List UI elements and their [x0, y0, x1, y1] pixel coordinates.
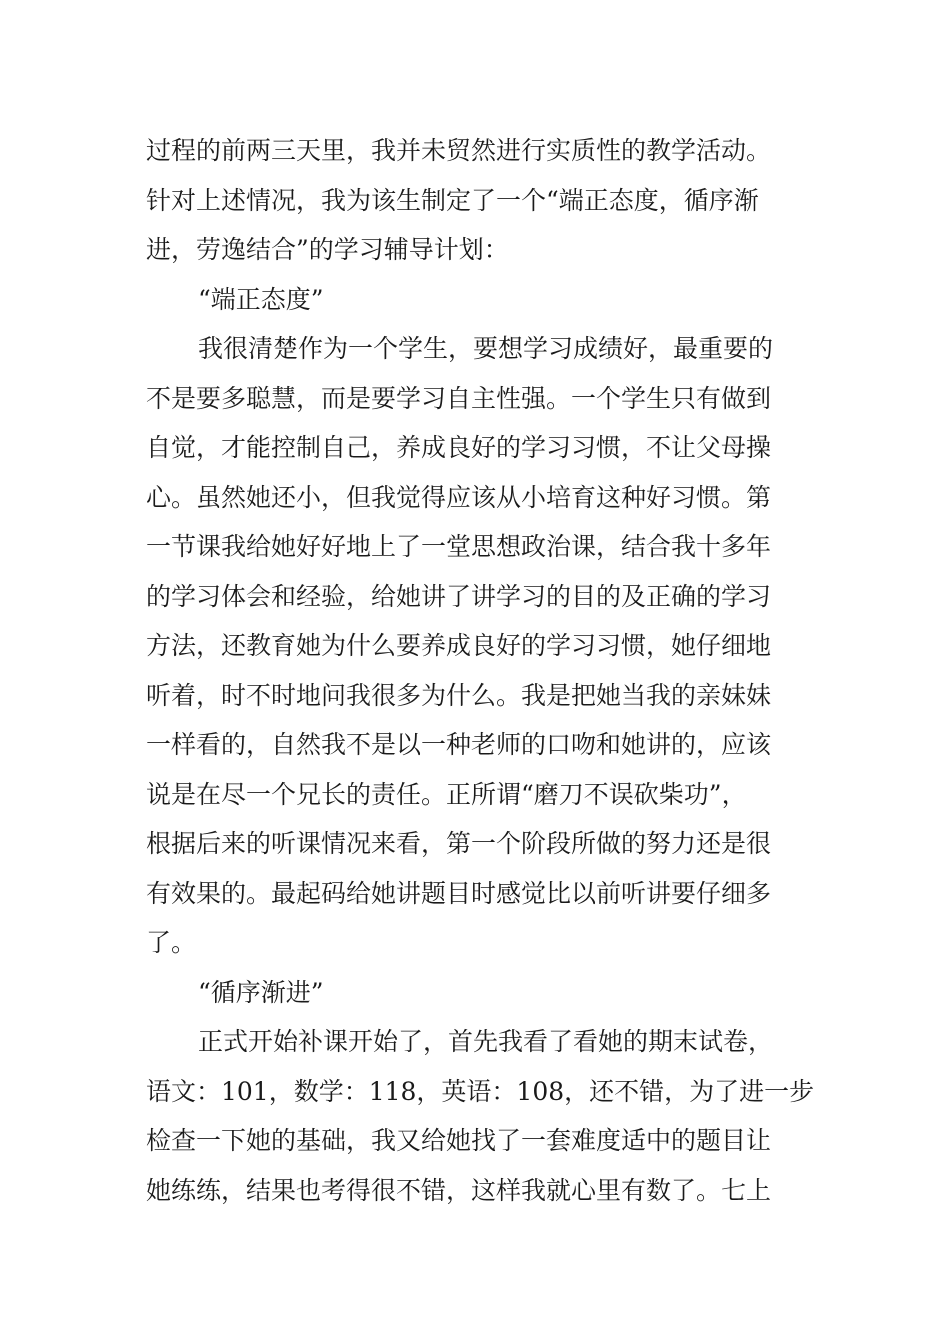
text-line: 她练练，结果也考得很不错，这样我就心里有数了。七上 [146, 1175, 772, 1205]
text-line: 的学习体会和经验，给她讲了讲学习的目的及正确的学习 [146, 581, 772, 611]
text-line: 我很清楚作为一个学生，要想学习成绩好，最重要的 [198, 334, 774, 363]
text-line: “循序渐进” [198, 977, 324, 1007]
text-line: 心。虽然她还小，但我觉得应该从小培育这种好习惯。第 [146, 482, 772, 512]
text-line: 检查一下她的基础，我又给她找了一套难度适中的题目让 [146, 1126, 772, 1155]
text-line: 自觉，才能控制自己，养成良好的学习习惯，不让父母操 [146, 433, 772, 462]
text-line: 说是在尽一个兄长的责任。正所谓“磨刀不误砍柴功”， [146, 779, 747, 809]
text-line: 了。 [146, 928, 197, 957]
text-line: 不是要多聪慧，而是要学习自主性强。一个学生只有做到 [146, 383, 772, 413]
text-line: 根据后来的听课情况来看，第一个阶段所做的努力还是很 [146, 829, 772, 858]
body-text [146, 126, 815, 1215]
text-line: 语文：101，数学：118，英语：108，还不错，为了进一步 [146, 1076, 815, 1106]
text-line: “端正态度” [198, 284, 324, 314]
text-line: 方法，还教育她为什么要养成良好的学习习惯，她仔细地 [146, 631, 772, 660]
text-line: 一节课我给她好好地上了一堂思想政治课，结合我十多年 [146, 532, 772, 561]
text-line: 一样看的，自然我不是以一种老师的口吻和她讲的，应该 [146, 730, 772, 759]
text-line: 进，劳逸结合”的学习辅导计划： [146, 235, 509, 264]
text-line: 针对上述情况，我为该生制定了一个“端正态度，循序渐 [146, 185, 759, 215]
text-line: 正式开始补课开始了，首先我看了看她的期末试卷， [198, 1027, 774, 1056]
text-line: 有效果的。最起码给她讲题目时感觉比以前听讲要仔细多 [146, 878, 772, 908]
text-line: 过程的前两三天里，我并未贸然进行实质性的教学活动。 [146, 136, 772, 165]
text-line: 听着，时不时地问我很多为什么。我是把她当我的亲妹妹 [146, 680, 772, 710]
